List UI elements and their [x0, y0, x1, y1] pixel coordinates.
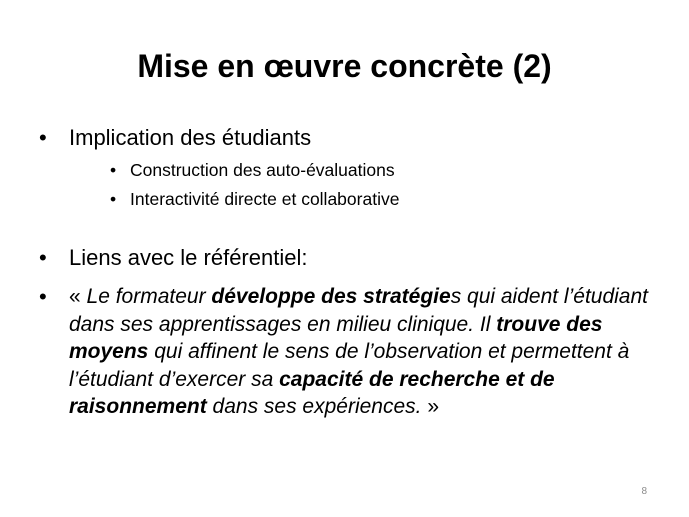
quote-text-segment: qui affinent le sens de l’observation et permettent à l’étudiant d’exercer sa — [69, 340, 630, 391]
bullet-icon: • — [110, 160, 117, 180]
bullet-label: Implication des étudiants — [69, 125, 312, 150]
quote-text-segment: Le formateur — [86, 285, 212, 308]
bullet-item-implication — [39, 124, 311, 151]
quote-emphasis: trouve des moyens — [69, 312, 603, 363]
quote-close-mark: » — [427, 395, 440, 418]
referentiel-quote — [69, 283, 657, 421]
quote-text-segment: dans ses expériences. — [206, 395, 428, 418]
page-number: 8 — [641, 486, 647, 497]
sub-bullet-label: Interactivité directe et collaborative — [130, 189, 400, 209]
bullet-icon: • — [110, 189, 117, 209]
bullet-icon: • — [39, 284, 47, 309]
sub-bullet-item-construction — [110, 159, 395, 181]
quote-text-segment: s qui aident l’étudiant dans ses apprentissages en milieu clinique. Il — [69, 285, 648, 336]
slide-title: Mise en œuvre concrète (2) — [137, 48, 552, 84]
sub-bullet-label: Construction des auto-évaluations — [130, 160, 395, 180]
bullet-label: Liens avec le référentiel: — [69, 245, 308, 270]
bullet-item-quote — [39, 283, 657, 421]
quote-emphasis: capacité de recherche et de raisonnement — [69, 367, 555, 418]
sub-bullet-item-interactivite — [110, 188, 399, 210]
quote-open-mark: « — [69, 285, 87, 308]
bullet-icon: • — [39, 245, 47, 270]
bullet-item-liens — [39, 244, 307, 271]
bullet-icon: • — [39, 125, 47, 150]
quote-emphasis: développe des stratégie — [211, 285, 451, 308]
